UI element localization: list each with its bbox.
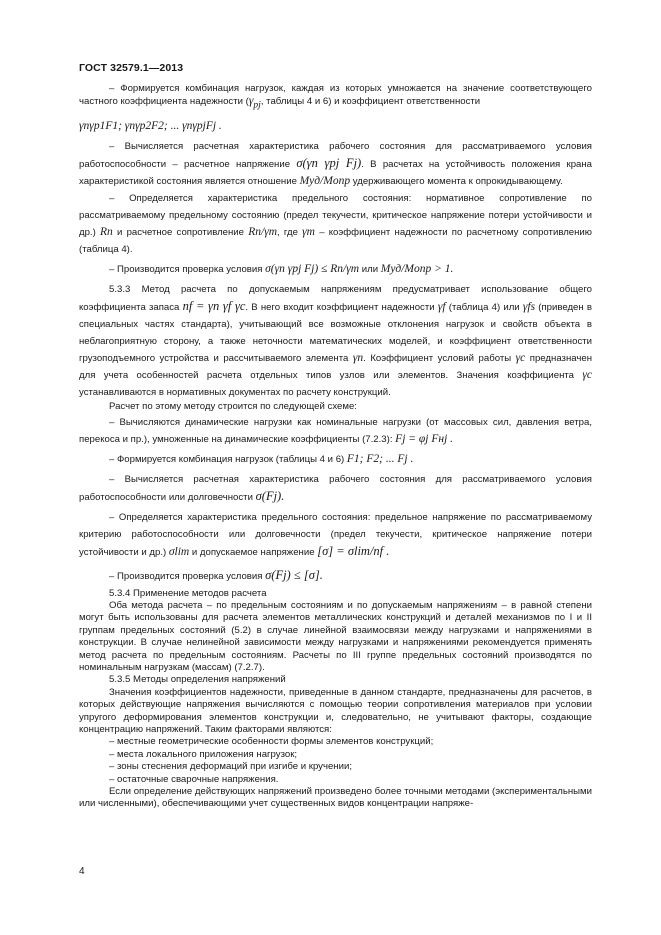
formula-check-allowable: σ(Fj) ≤ [σ]. xyxy=(265,567,323,582)
paragraph-stress-calc: – Вычисляется расчетная характеристика рабочего состояния для рассматриваемого условия работоспособности – расчетное напряжение σ(γn γpj Fj). В расчетах на устойчивость положения крана характеристикой состояния является отношение Mуд/Mопр удерживающего момента к опрокидывающему. xyxy=(79,141,593,188)
paragraph-load-combination: – Формируется комбинация нагрузок, каждая из которых умножается на значение соответствующего частного коэффициента надежности ($\gamma_{pj}$, таблицы 4 и 6) и коэффициент ответственности xyxy=(79,83,592,111)
paragraph-check-condition: – Производится проверка условия σ(γn γpj Fj) ≤ Rn/γm или Mуд/Mопр > 1. xyxy=(109,263,454,276)
formula-gamma-c-2: γc xyxy=(582,369,592,382)
formula-sigma-lim: σlim xyxy=(168,545,190,558)
paragraph-dynamic-loads: – Вычисляются динамические нагрузки как номинальные нагрузки (от массовых сил, давления ветра, перекоса и пр.), умноженные на динамические коэффициенты (7.2.3): Fj = φj Fнj . xyxy=(79,416,592,445)
paragraph-formula-line xyxy=(79,118,592,135)
list-item-residual-stress: – остаточные сварочные напряжения. xyxy=(109,773,279,785)
page-number: 4 xyxy=(79,866,85,877)
section-heading-534: 5.3.4 Применение методов расчета xyxy=(109,587,267,599)
document-header: ГОСТ 32579.1—2013 xyxy=(79,62,184,74)
section-heading-535: 5.3.5 Методы определения напряжений xyxy=(109,674,286,686)
formula-gamma-pj: $\gamma_{pj}$ xyxy=(248,95,261,111)
paragraph-stress-calc-2: – Вычисляется расчетная характеристика рабочего состояния для рассматриваемого условия работоспособности или долговечности σ(Fj). xyxy=(79,473,592,503)
paragraph-precise-methods: Если определение действующих напряжений произведено более точными методами (экспериментальными или численными), обеспечивающими учет существенных видов концентрации напряже- xyxy=(79,786,593,810)
paragraph-535-body: Значения коэффициентов надежности, приведенные в данном стандарте, предназначены для расчетов, в которых действующие напряжения вычисляются с помощью теории сопротивления материалов при условии упругого деформирования элементов конструкции и, следовательно, не учитывают факторы, создающие концентрацию напряжений. Таким факторами являются: xyxy=(79,686,592,735)
formula-f-list: F1; F2; ... Fj . xyxy=(346,452,414,465)
formula-moment-ratio: Mуд/Mопр xyxy=(299,175,351,188)
formula-rn-gamma-m: Rn/γm xyxy=(248,226,278,239)
formula-check-1: σ(γn γpj Fj) ≤ Rn/γm xyxy=(265,263,360,276)
formula-load-products: γnγp1F1; γnγp2F2; ... γnγpjFj . xyxy=(79,120,222,133)
formula-sigma-fj: σ(Fj). xyxy=(255,488,285,503)
formula-gamma-m: γm xyxy=(302,226,315,239)
formula-sigma-design: σ(γn γpj Fj) xyxy=(296,156,362,171)
paragraph-limit-state: – Определяется характеристика предельного состояния: нормативное сопротивление по рассматриваемому предельному состоянию (предел текучести, критическое напряжение потери устойчивости и др.) Rn и расчетное сопротивление Rn/γm, где γm – коэффициент надежности по расчетному сопротивлению (таблица 4). xyxy=(79,193,592,256)
paragraph-check-condition-2: – Производится проверка условия σ(Fj) ≤ [σ]. xyxy=(109,567,323,582)
paragraph-load-combination-2: – Формируется комбинация нагрузок (таблицы 4 и 6) F1; F2; ... Fj . xyxy=(109,452,414,465)
list-item-geometry: – местные геометрические особенности формы элементов конструкций; xyxy=(109,736,434,748)
paragraph-limit-stress: – Определяется характеристика предельного состояния: предельное напряжение по рассматриваемому критерию работоспособности или долговечности (предел текучести, критическое напряжение потери устойчивости и др.) σlim и допускаемое напряжение [σ] = σlim/nf . xyxy=(79,511,592,558)
list-item-local-loads: – места локального приложения нагрузок; xyxy=(109,748,298,760)
formula-check-2: Mуд/Mопр > 1. xyxy=(380,263,454,276)
formula-nf: nf = γn γf γc xyxy=(182,299,246,314)
formula-rn: Rn xyxy=(100,226,113,239)
document-body xyxy=(79,83,592,811)
formula-gamma-fs: γfs xyxy=(522,301,536,314)
paragraph-534-body: Оба метода расчета – по предельным состояниям и по допускаемым напряжениям – в равной степени могут быть использованы для расчета элементов металлических конструкций и деталей механизмов по I и II группам предельных состояний (5.2) в случае линейной взаимосвязи между нагрузками и напряжениями в конструкции. В случае нелинейной зависимости между нагрузками и напряжениями рекомендуется применять метод расчета по предельным состояниям. Расчеты по III группе предельных состояний производятся по номинальным нагрузкам (массам) (7.2.7). xyxy=(79,599,592,673)
formula-gamma-f: γf xyxy=(437,301,446,314)
formula-allowable: [σ] = σlim/nf . xyxy=(317,543,390,558)
list-item-constraint-zones: – зоны стеснения деформаций при изгибе и кручении; xyxy=(109,761,352,773)
formula-dynamic: Fj = φj Fнj . xyxy=(395,432,454,445)
paragraph-533: 5.3.3 Метод расчета по допускаемым напряжениям предусматривает использование общего коэффициента запаса nf = γn γf γc. В него входит коэффициент надежности γf (таблица 4) или γfs (приведен в специальных частях стандарта), учитывающий все возможные отклонения нагрузок и свойств объекта в неблагоприятную сторону, а также неточности математических моделей, и коэффициент ответственности грузоподъемного устройства и рассчитываемого элемента γn. Коэффициент условий работы γc предназначен для учета особенностей расчета отдельных типов узлов или элементов. Значения коэффициента γc устанавливаются в нормативных документах по расчету конструкций. xyxy=(79,284,593,399)
formula-gamma-c: γc xyxy=(515,352,526,365)
paragraph-scheme: Расчет по этому методу строится по следующей схеме: xyxy=(109,401,357,413)
formula-gamma-n: γn xyxy=(352,352,364,365)
